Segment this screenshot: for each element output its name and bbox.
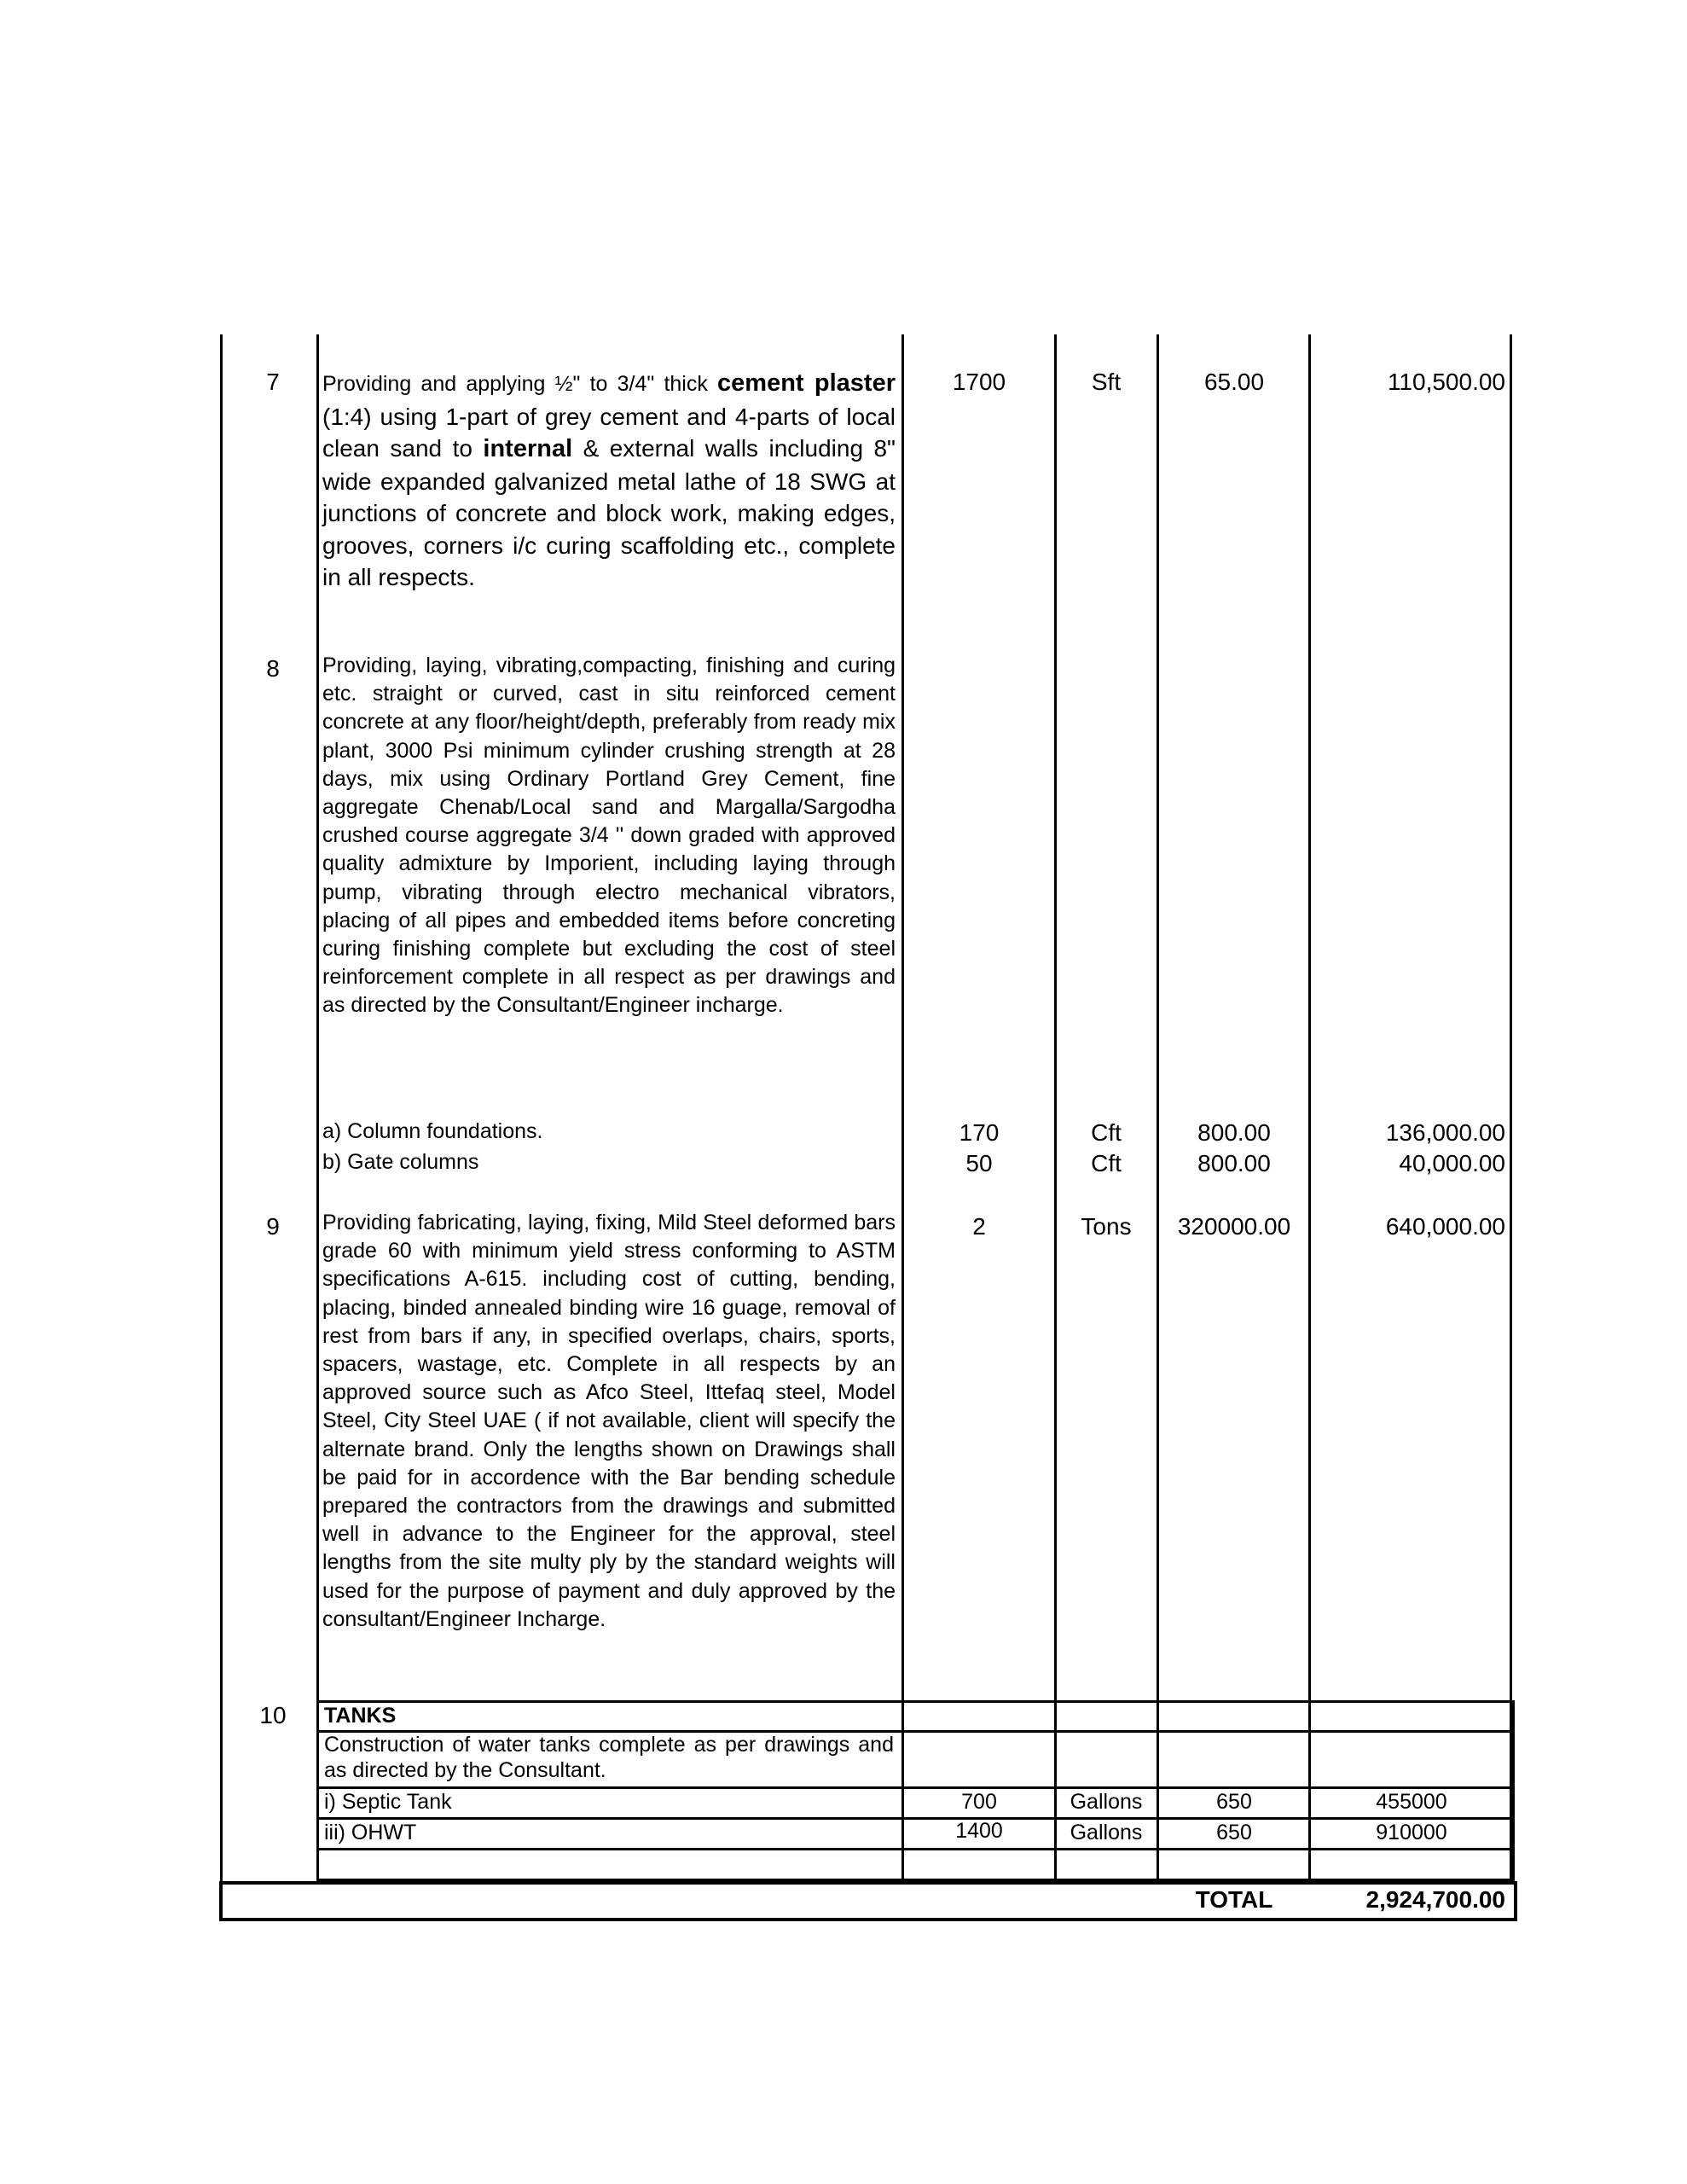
item-9-unit: Tons <box>1081 1213 1132 1240</box>
item-9-number: 9 <box>266 1213 280 1240</box>
item-10i-rate: 650 <box>1216 1790 1252 1814</box>
item-10iii-label: iii) OHWT <box>324 1821 417 1844</box>
item-10i-unit: Gallons <box>1070 1790 1143 1814</box>
item-8b-label: b) Gate columns <box>322 1150 479 1174</box>
item-9-amount: 640,000.00 <box>1385 1213 1505 1240</box>
tanks-rule-3 <box>316 1786 1514 1789</box>
item-10-description: Construction of water tanks complete as per drawings and as directed by the Consultant. <box>324 1733 894 1782</box>
item-7-description-bold-2: internal <box>483 435 573 462</box>
item-8b-rate: 800.00 <box>1197 1150 1271 1176</box>
item-7-description <box>322 367 896 594</box>
item-8a-unit: Cft <box>1091 1119 1122 1146</box>
column-rule-qty <box>1054 334 1057 1882</box>
item-10iii-qty: 1400 <box>955 1819 1003 1843</box>
item-8a-qty: 170 <box>959 1119 1000 1146</box>
item-9-qty: 2 <box>972 1213 986 1240</box>
item-10-heading: TANKS <box>324 1704 397 1728</box>
item-7-rate: 65.00 <box>1203 369 1265 395</box>
item-9-rate: 320000.00 <box>1177 1213 1291 1240</box>
item-10iii-unit: Gallons <box>1070 1821 1143 1844</box>
item-8-number: 8 <box>266 655 280 682</box>
item-7-description-tail: & external walls including 8" wide expanded galvanized metal lathe of 18 SWG at junctions of concrete and block work, making edges, grooves, corners i/c curing scaffolding etc., complete in all respects. <box>322 435 896 590</box>
item-7-unit: Sft <box>1091 369 1122 395</box>
item-8b-amount: 40,000.00 <box>1399 1150 1505 1176</box>
item-7-description-bold-1: cement plaster <box>717 369 896 397</box>
tanks-rule-1 <box>316 1700 1514 1703</box>
item-10iii-rate: 650 <box>1216 1821 1252 1844</box>
item-8b-unit: Cft <box>1091 1150 1122 1176</box>
item-7-description-mid: (1:4) using 1-part of grey cement and 4-parts of local clean sand to <box>322 403 896 462</box>
item-10i-qty: 700 <box>961 1790 997 1814</box>
item-8b-qty: 50 <box>965 1150 993 1176</box>
item-10i-amount: 455000 <box>1376 1790 1447 1814</box>
column-rule-unit <box>1157 334 1159 1882</box>
total-label: TOTAL <box>1195 1886 1273 1913</box>
tanks-rule-right <box>1512 1700 1515 1882</box>
item-7-qty: 1700 <box>952 369 1006 395</box>
item-9-description: Providing fabricating, laying, fixing, Mild Steel deformed bars grade 60 with minimum yield stress conforming to ASTM specifications A-615. including cost of cutting, bending, placing, binded annealed binding wire 16 guage, removal of rest from bars if any, in specified overlaps, chairs, sports, spacers, wastage, etc. Complete in all respects by an approved source such as Afco Steel, Ittefaq steel, Model Steel, City Steel UAE ( if not available, client will specify the alternate brand. Only the lengths shown on Drawings shall be paid for in accordence with the Bar bending schedule prepared the contractors from the drawings and submitted well in advance to the Engineer for the approval, steel lengths from the site multy ply by the standard weights will used for the purpose of payment and duly approved by the consultant/Engineer Incharge. <box>322 1211 896 1631</box>
item-7-number: 7 <box>266 369 280 395</box>
item-7-amount: 110,500.00 <box>1387 369 1505 395</box>
item-7-description-lead: Providing and applying ½" to 3/4" thick <box>322 372 718 396</box>
item-8a-rate: 800.00 <box>1197 1119 1271 1146</box>
column-rule-left <box>220 334 223 1882</box>
column-rule-right <box>1510 334 1512 1882</box>
item-8-description: Providing, laying, vibrating,compacting, finishing and curing etc. straight or curved, cast in situ reinforced cement concrete at any floor/height/depth, preferably from ready mix plant, 3000 Psi minimum cylinder crushing strength at 28 days, mix using Ordinary Portland Grey Cement, fine aggregate Chenab/Local sand and Margalla/Sargodha crushed course aggregate 3/4 '' down graded with approved quality admixture by Imporient, including laying through pump, vibrating through electro mechanical vibrators, placing of all pipes and embedded items before concreting curing finishing complete but excluding the cost of steel reinforcement complete in all respect as per drawings and as directed by the Consultant/Engineer incharge. <box>322 653 896 1018</box>
item-8a-amount: 136,000.00 <box>1385 1119 1505 1146</box>
column-rule-rate <box>1308 334 1311 1882</box>
item-10-number: 10 <box>259 1702 287 1728</box>
total-amount: 2,924,700.00 <box>1365 1886 1505 1913</box>
item-10i-label: i) Septic Tank <box>324 1790 452 1814</box>
item-10iii-amount: 910000 <box>1376 1821 1447 1844</box>
column-rule-description <box>901 334 904 1882</box>
tanks-rule-5 <box>316 1848 1514 1850</box>
item-8a-label: a) Column foundations. <box>322 1119 543 1143</box>
column-rule-no <box>316 334 319 1882</box>
